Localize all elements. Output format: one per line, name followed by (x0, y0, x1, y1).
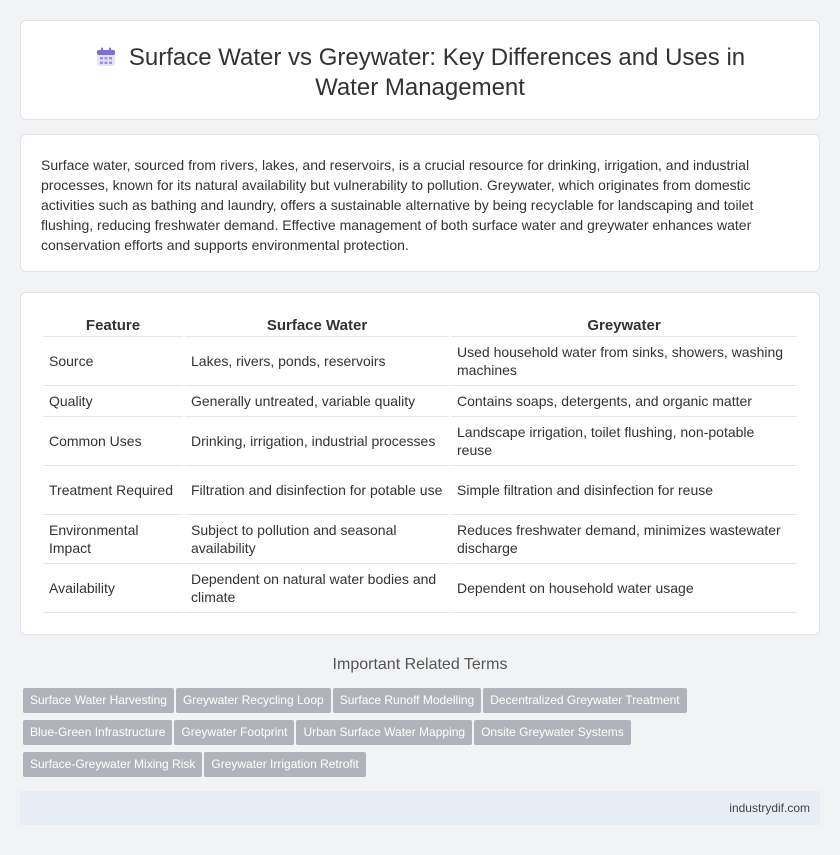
table-cell-feature: Source (43, 337, 183, 386)
comparison-table (41, 315, 799, 613)
table-row (43, 386, 797, 417)
table-cell-surface-water: Generally untreated, variable quality (185, 386, 449, 417)
related-terms-list (23, 688, 723, 784)
table-cell-surface-water: Subject to pollution and seasonal availability (185, 515, 449, 564)
column-header-surface-water: Surface Water (185, 315, 449, 337)
header-card (20, 20, 820, 120)
table-row (43, 564, 797, 613)
table-cell-feature: Quality (43, 386, 183, 417)
table-cell-surface-water: Filtration and disinfection for potable use (185, 466, 449, 515)
table-cell-surface-water: Dependent on natural water bodies and climate (185, 564, 449, 613)
table-cell-surface-water: Lakes, rivers, ponds, reservoirs (185, 337, 449, 386)
related-term-tag[interactable]: Decentralized Greywater Treatment (483, 688, 686, 713)
comparison-table-card (20, 292, 820, 635)
related-term-tag[interactable]: Surface Water Harvesting (23, 688, 174, 713)
related-term-tag[interactable]: Blue-Green Infrastructure (23, 720, 172, 745)
related-term-tag[interactable]: Urban Surface Water Mapping (296, 720, 472, 745)
table-header-row (43, 315, 797, 337)
table-cell-greywater: Used household water from sinks, showers, washing machines (451, 337, 797, 386)
table-row (43, 337, 797, 386)
calendar-icon (95, 46, 117, 68)
table-row (43, 466, 797, 515)
related-term-tag[interactable]: Greywater Recycling Loop (176, 688, 331, 713)
page-title (21, 43, 819, 103)
related-term-tag[interactable]: Surface-Greywater Mixing Risk (23, 752, 202, 777)
table-cell-feature: Availability (43, 564, 183, 613)
page-title-text: Surface Water vs Greywater: Key Differences and Uses in Water Management (128, 44, 746, 101)
column-header-greywater: Greywater (451, 315, 797, 337)
related-term-tag[interactable]: Greywater Irrigation Retrofit (204, 752, 365, 777)
table-cell-feature: Common Uses (43, 417, 183, 466)
table-cell-greywater: Contains soaps, detergents, and organic matter (451, 386, 797, 417)
table-cell-greywater: Landscape irrigation, toilet flushing, non-potable reuse (451, 417, 797, 466)
related-terms-title: Important Related Terms (332, 656, 508, 673)
table-cell-surface-water: Drinking, irrigation, industrial processes (185, 417, 449, 466)
table-row (43, 515, 797, 564)
related-term-tag[interactable]: Onsite Greywater Systems (474, 720, 631, 745)
footer (20, 791, 820, 825)
table-cell-greywater: Reduces freshwater demand, minimizes wastewater discharge (451, 515, 797, 564)
column-header-feature: Feature (43, 315, 183, 337)
intro-paragraph: Surface water, sourced from rivers, lakes, and reservoirs, is a crucial resource for drinking, irrigation, and industrial processes, known for its natural availability but vulnerability to pollution. Greywater, which originates from domestic activities such as bathing and laundry, offers a sustainable alternative by being recyclable for landscaping and toilet flushing, reducing freshwater demand. Effective management of both surface water and greywater enhances water conservation efforts and supports environmental protection. (41, 157, 754, 253)
table-cell-feature: Environmental Impact (43, 515, 183, 564)
table-cell-greywater: Simple filtration and disinfection for reuse (451, 466, 797, 515)
related-term-tag[interactable]: Greywater Footprint (174, 720, 294, 745)
related-term-tag[interactable]: Surface Runoff Modelling (333, 688, 482, 713)
table-cell-greywater: Dependent on household water usage (451, 564, 797, 613)
footer-site-name: industrydif.com (729, 801, 810, 815)
table-cell-feature: Treatment Required (43, 466, 183, 515)
table-row (43, 417, 797, 466)
intro-card (20, 134, 820, 272)
